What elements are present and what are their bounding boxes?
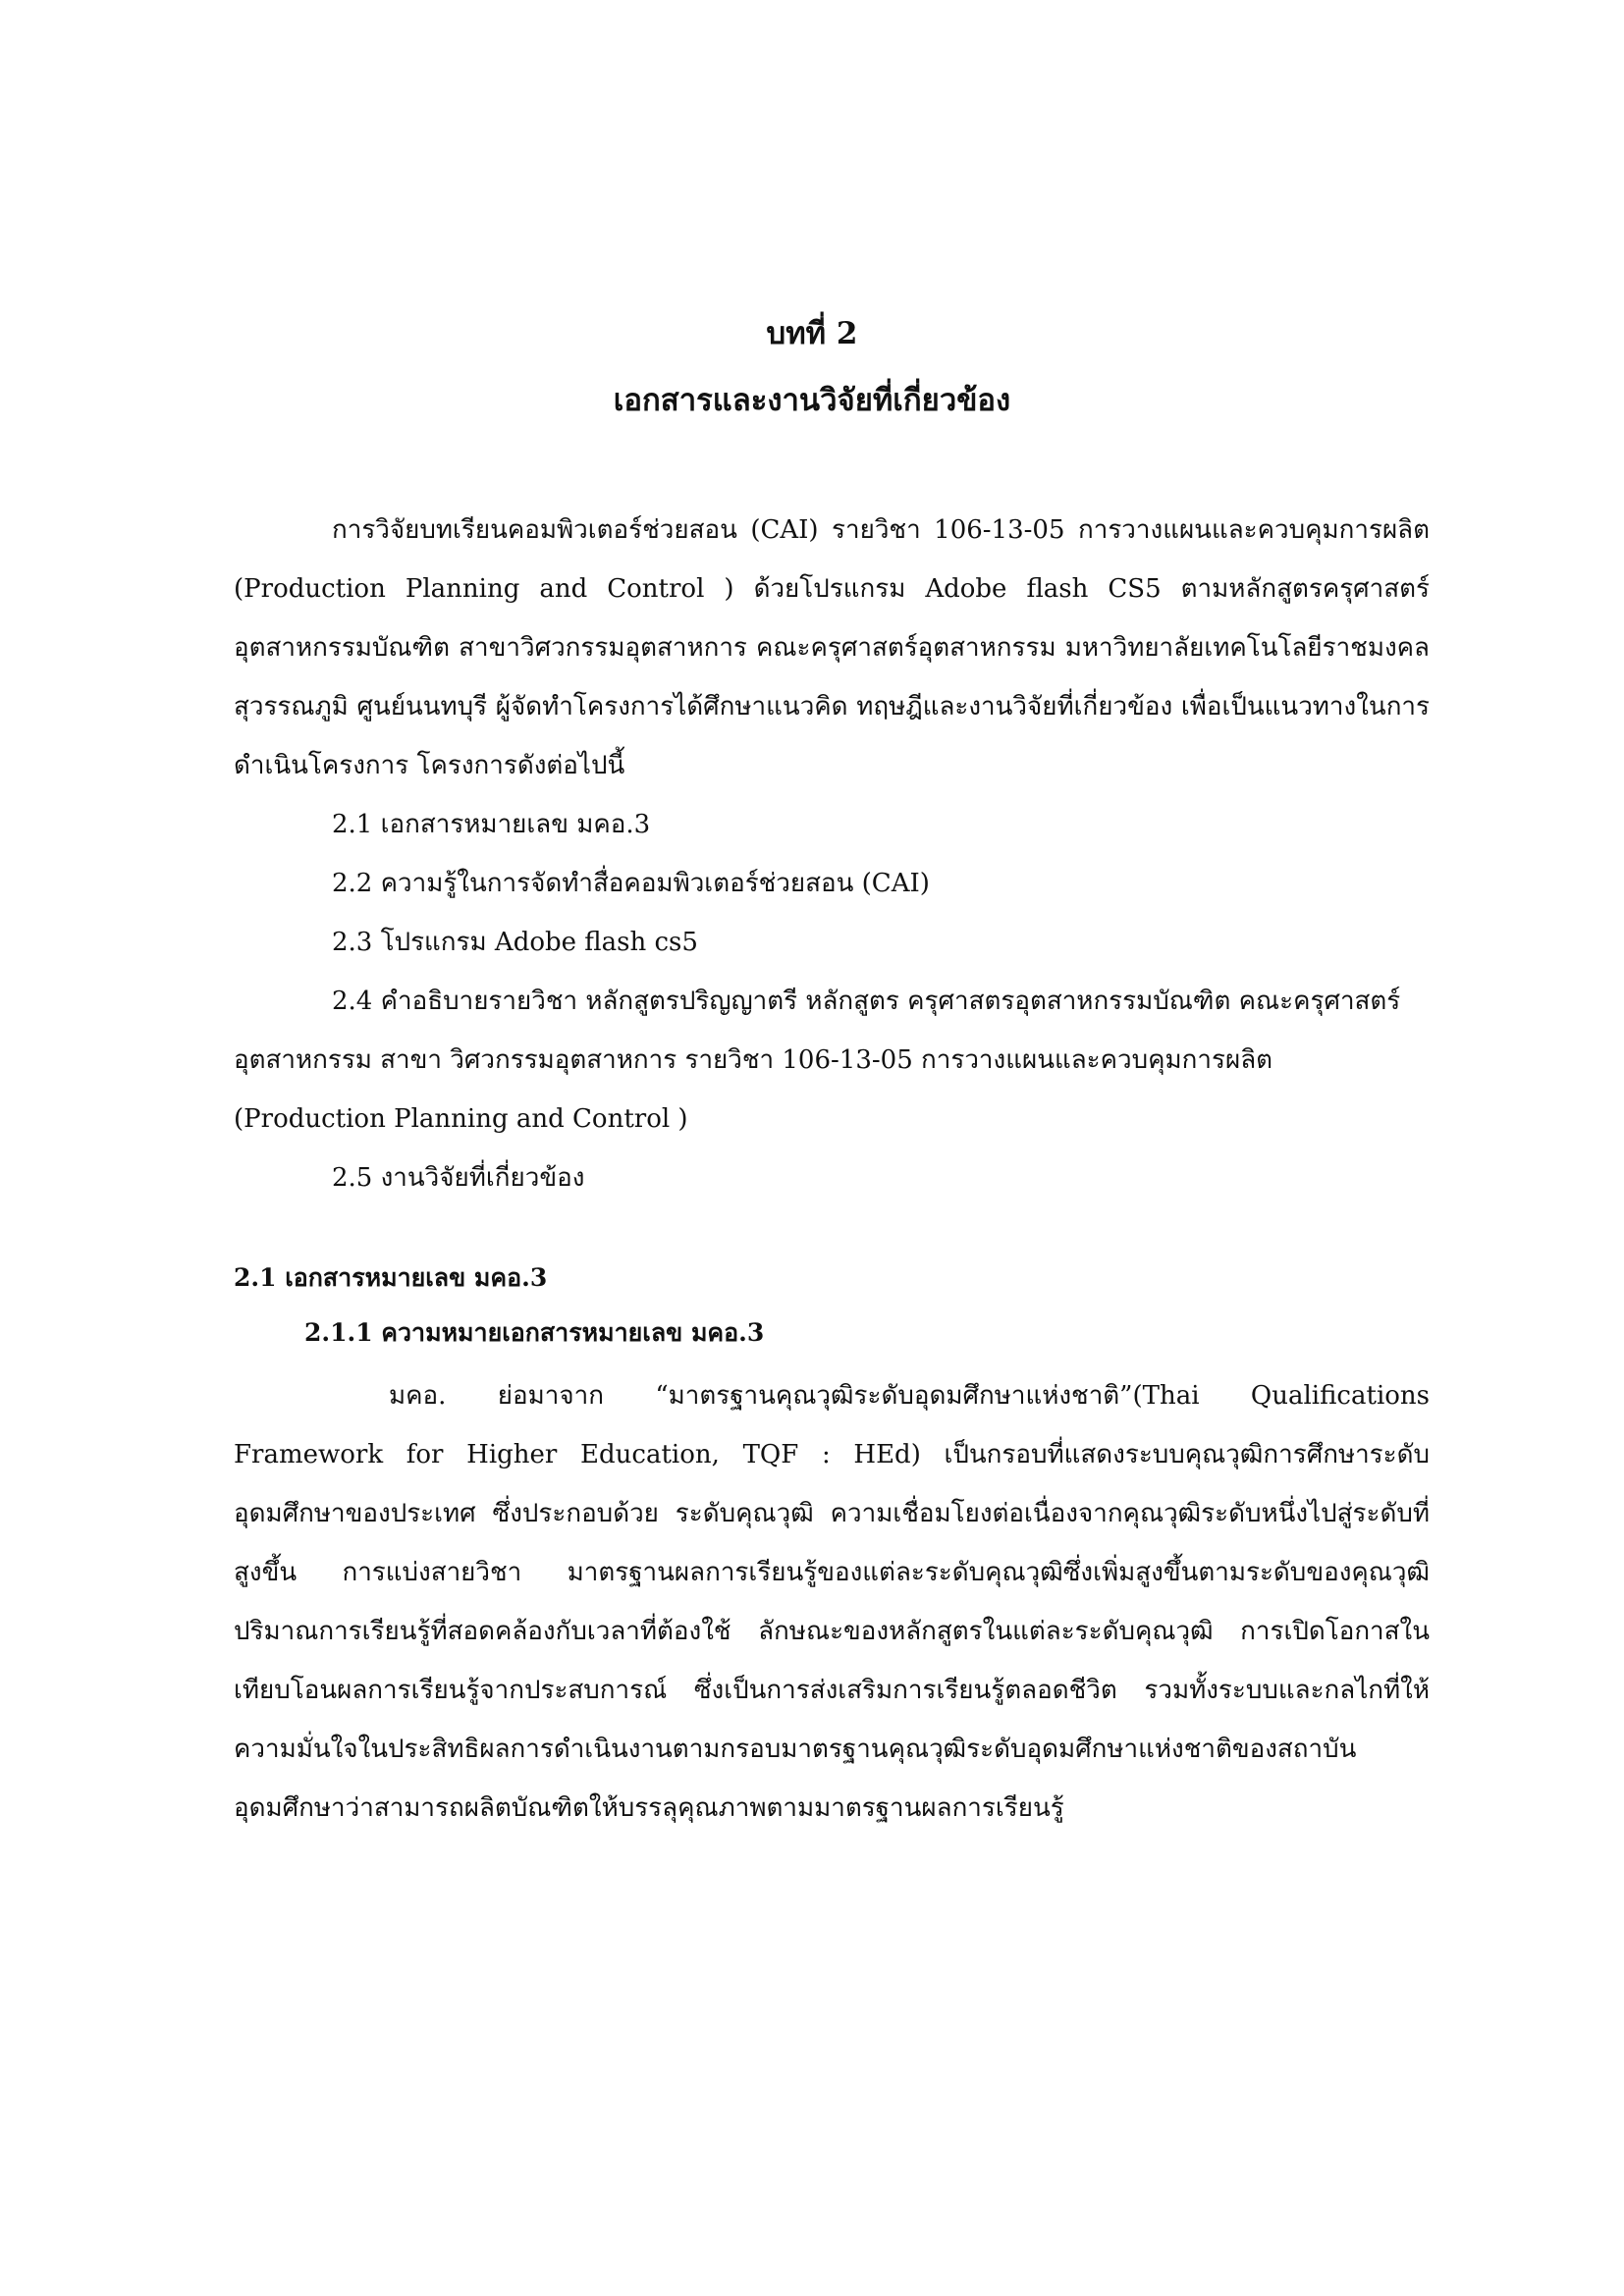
chapter-title: เอกสารและงานวิจัยที่เกี่ยวข้อง (613, 383, 1011, 418)
topic-item-2-4: 2.4 คำอธิบายรายวิชา หลักสูตรปริญญาตรี หลักสูตร ครุศาสตรอุตสาหกรรมบัณฑิต คณะครุศาสตร์อุตสาหกรรม สาขา วิศวกรรมอุตสาหการ รายวิชา 106-13-05 การวางแผนและควบคุมการผลิต (Production Planning and Control ) (234, 987, 1401, 1134)
definition-paragraph: มคอ. ย่อมาจาก “มาตรฐานคุณวุฒิระดับอุดมศึกษาแห่งชาติ”(Thai Qualifications Framework for Higher Education, TQF : HEd) เป็นกรอบที่แสดงระบบคุณวุฒิการศึกษาระดับอุดมศึกษาของประเทศ ซึ่งประกอบด้วย ระดับคุณวุฒิ ความเชื่อมโยงต่อเนื่องจากคุณวุฒิระดับหนึ่งไปสู่ระดับที่สูงขึ้น การแบ่งสายวิชา มาตรฐานผลการเรียนรู้ของแต่ละระดับคุณวุฒิซึ่งเพิ่มสูงขึ้นตามระดับของคุณวุฒิ ปริมาณการเรียนรู้ที่สอดคล้องกับเวลาที่ต้องใช้ ลักษณะของหลักสูตรในแต่ละระดับคุณวุฒิ การเปิดโอกาสในเทียบโอนผลการเรียนรู้จากประสบการณ์ ซึ่งเป็นการส่งเสริมการเรียนรู้ตลอดชีวิต รวมทั้งระบบและกลไกที่ให้ความมั่นใจในประสิทธิผลการดำเนินงานตามกรอบมาตรฐานคุณวุฒิระดับอุดมศึกษาแห่งชาติของสถาบันอุดมศึกษาว่าสามารถผลิตบัณฑิตให้บรรลุคุณภาพตามมาตรฐานผลการเรียนรู้ (234, 1381, 1430, 1823)
intro-paragraph: การวิจัยบทเรียนคอมพิวเตอร์ช่วยสอน (CAI) รายวิชา 106-13-05 การวางแผนและควบคุมการผลิต (Production Planning and Control ) ด้วยโปรแกรม Adobe flash CS5 ตามหลักสูตรครุศาสตร์อุตสาหกรรมบัณฑิต สาขาวิศวกรรมอุตสาหการ คณะครุศาสตร์อุตสาหกรรม มหาวิทยาลัยเทคโนโลยีราชมงคลสุวรรณภูมิ ศูนย์นนทบุรี ผู้จัดทำโครงการได้ศึกษาแนวคิด ทฤษฎีและงานวิจัยที่เกี่ยวข้อง เพื่อเป็นแนวทางในการดำเนินโครงการ โครงการดังต่อไปนี้ (234, 515, 1430, 780)
topic-item-2-2: 2.2 ความรู้ในการจัดทำสื่อคอมพิวเตอร์ช่วยสอน (CAI) (332, 869, 930, 898)
chapter-number: บทที่ 2 (766, 316, 858, 351)
section-heading: 2.1 เอกสารหมายเลข มคอ.3 (234, 1263, 548, 1292)
topic-item-2-1: 2.1 เอกสารหมายเลข มคอ.3 (332, 810, 651, 839)
topic-item-2-5: 2.5 งานวิจัยที่เกี่ยวข้อง (332, 1163, 585, 1193)
subsection-heading: 2.1.1 ความหมายเอกสารหมายเลข มคอ.3 (304, 1318, 765, 1347)
topic-item-2-3: 2.3 โปรแกรม Adobe flash cs5 (332, 928, 698, 957)
topic-list (234, 795, 1430, 1207)
